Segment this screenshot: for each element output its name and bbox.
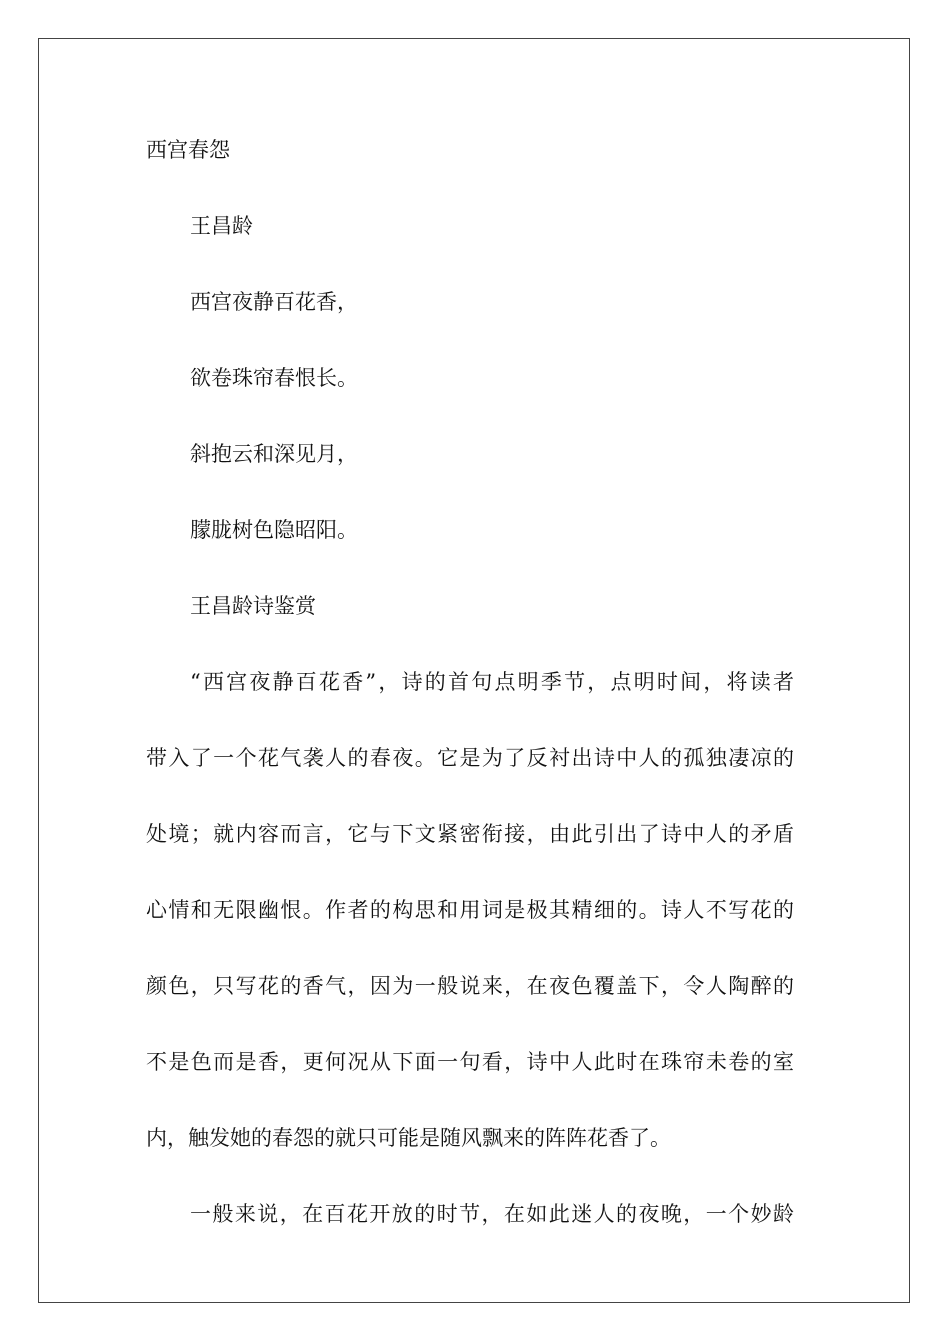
paragraph-line: 不是色而是香，更何况从下面一句看，诗中人此时在珠帘未卷的室 xyxy=(146,1050,794,1074)
paragraph-line: 一般来说，在百花开放的时节，在如此迷人的夜晚，一个妙龄 xyxy=(190,1202,794,1226)
document-title: 西宫春怨 xyxy=(146,138,230,162)
paragraph-1 xyxy=(146,664,794,1156)
poem-line: 欲卷珠帘春恨长。 xyxy=(190,366,358,390)
paragraph-line: 内，触发她的春怨的就只可能是随风飘来的阵阵花香了。 xyxy=(146,1126,671,1150)
section-heading: 王昌龄诗鉴赏 xyxy=(190,594,316,618)
paragraph-line: 带入了一个花气袭人的春夜。它是为了反衬出诗中人的孤独凄凉的 xyxy=(146,746,794,770)
poem-line: 斜抱云和深见月， xyxy=(190,442,358,466)
author-name: 王昌龄 xyxy=(190,214,253,238)
paragraph-line: “西宫夜静百花香”，诗的首句点明季节，点明时间，将读者 xyxy=(190,670,794,694)
paragraph-2 xyxy=(146,1196,794,1232)
paragraph-line: 颜色，只写花的香气，因为一般说来，在夜色覆盖下，令人陶醉的 xyxy=(146,974,794,998)
paragraph-line: 处境；就内容而言，它与下文紧密衔接，由此引出了诗中人的矛盾 xyxy=(146,822,794,846)
poem-line: 西宫夜静百花香， xyxy=(190,290,358,314)
poem-line: 朦胧树色隐昭阳。 xyxy=(190,518,358,542)
document-body xyxy=(146,132,794,1232)
paragraph-line: 心情和无限幽恨。作者的构思和用词是极其精细的。诗人不写花的 xyxy=(146,898,794,922)
